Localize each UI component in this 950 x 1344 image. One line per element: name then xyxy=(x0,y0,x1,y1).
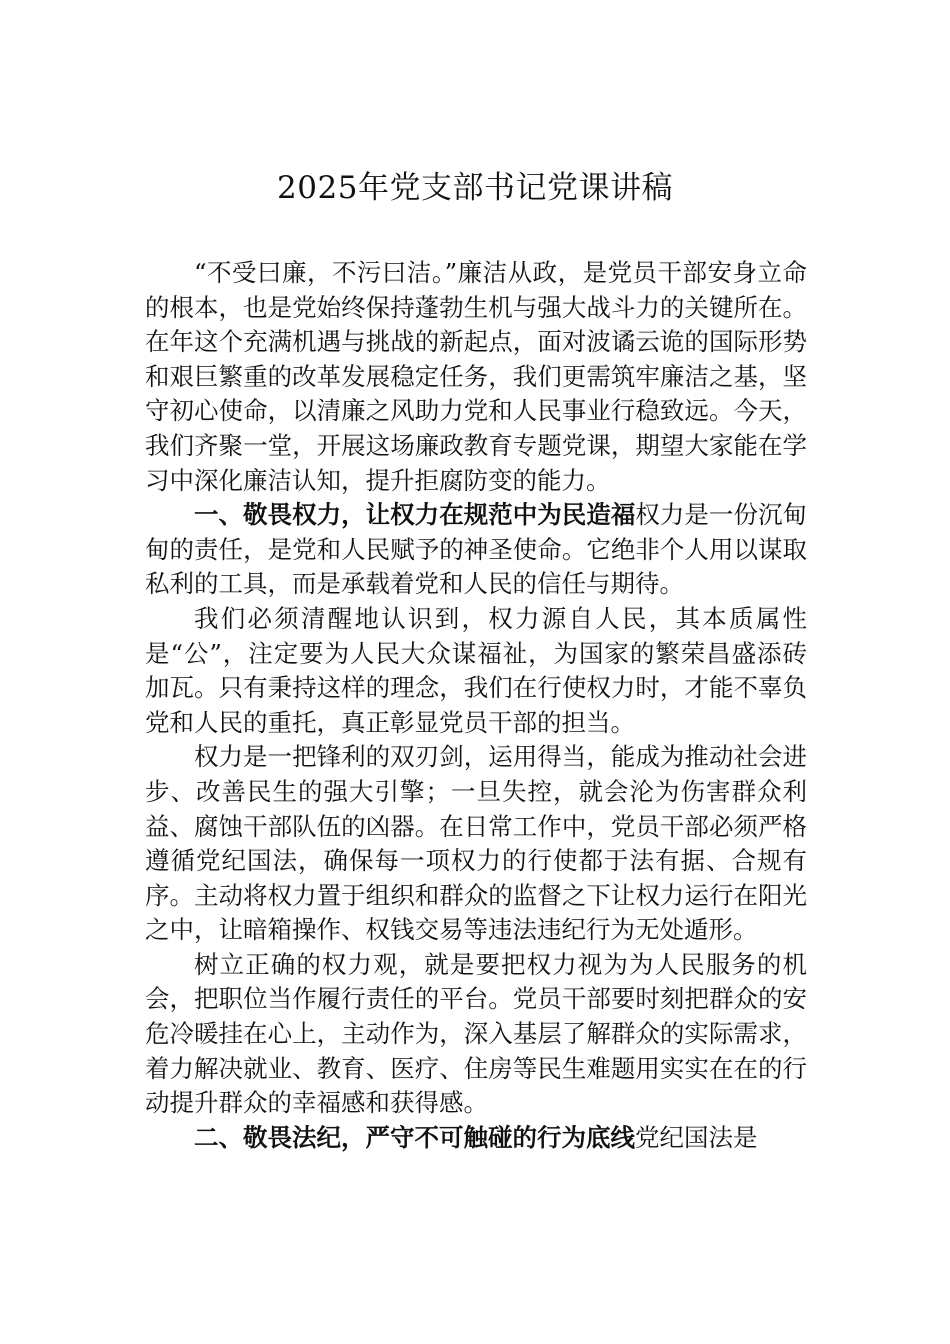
paragraph-section-2 xyxy=(145,1121,807,1156)
paragraph-power-source: 我们必须清醒地认识到，权力源自人民，其本质属性是“公”，注定要为人民大众谋福祉，为国家的繁荣昌盛添砖加瓦。只有秉持这样的理念，我们在行使权力时，才能不辜负党和人民的重托，真正彰显党员干部的担当。 xyxy=(145,603,807,737)
section-2-text: 党纪国法是 xyxy=(635,1122,758,1152)
document-body xyxy=(145,256,807,1155)
section-heading-1: 一、敬畏权力，让权力在规范中为民造福 xyxy=(194,500,636,530)
paragraph-double-edged-sword: 权力是一把锋利的双刃剑，运用得当，能成为推动社会进步、改善民生的强大引擎；一旦失控，就会沦为伤害群众利益、腐蚀干部队伍的凶器。在日常工作中，党员干部必须严格遵循党纪国法，确保每一项权力的行使都于法有据、合规有序。主动将权力置于组织和群众的监督之下让权力运行在阳光之中，让暗箱操作、权钱交易等违法违纪行为无处遁形。 xyxy=(145,742,807,945)
paragraph-intro: “不受曰廉，不污曰洁。”廉洁从政，是党员干部安身立命的根本，也是党始终保持蓬勃生机与强大战斗力的关键所在。在年这个充满机遇与挑战的新起点，面对波谲云诡的国际形势和艰巨繁重的改革发展稳定任务，我们更需筑牢廉洁之基，坚守初心使命，以清廉之风助力党和人民事业行稳致远。今天，我们齐聚一堂，开展这场廉政教育专题党课，期望大家能在学习中深化廉洁认知，提升拒腐防变的能力。 xyxy=(145,258,807,495)
paragraph-section-1 xyxy=(145,498,807,602)
section-heading-2: 二、敬畏法纪，严守不可触碰的行为底线 xyxy=(194,1122,635,1152)
document-title: 2025年党支部书记党课讲稿 xyxy=(277,170,673,206)
paragraph-correct-view: 树立正确的权力观，就是要把权力视为为人民服务的机会，把职位当作履行责任的平台。党员干部要时刻把群众的安危冷暖挂在心上，主动作为，深入基层了解群众的实际需求，着力解决就业、教育、医疗、住房等民生难题用实实在在的行动提升群众的幸福感和获得感。 xyxy=(145,949,807,1118)
section-1-text: 权力是一份沉甸甸的责任，是党和人民赋予的神圣使命。它绝非个人用以谋取私利的工具，而是承载着党和人民的信任与期待。 xyxy=(145,500,807,599)
